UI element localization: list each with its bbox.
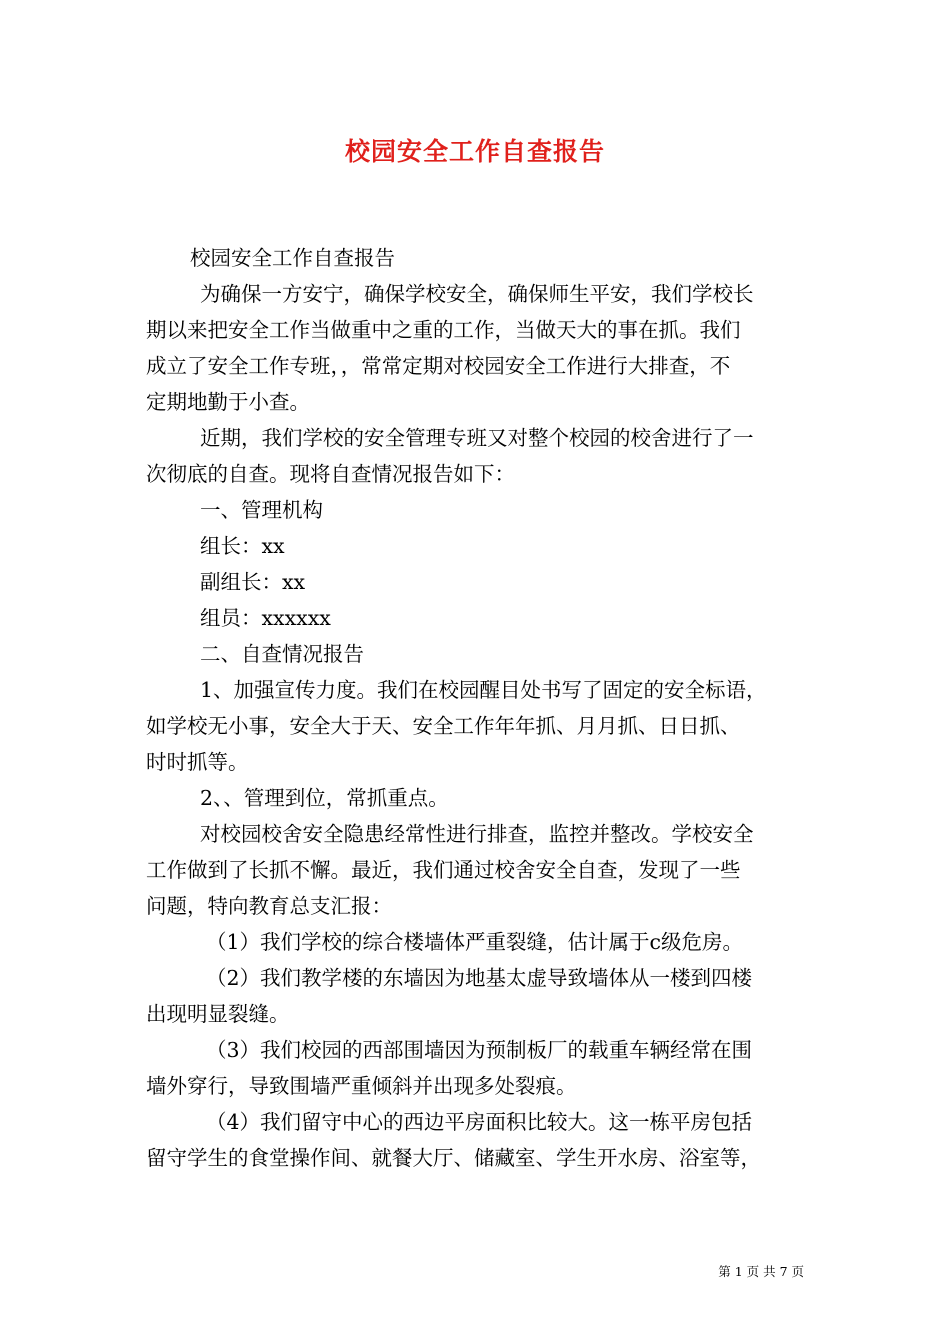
body-line: 组长：xx — [200, 534, 285, 558]
body-line: （1）我们学校的综合楼墙体严重裂缝，估计属于c级危房。 — [206, 930, 744, 954]
body-line: 为确保一方安宁，确保学校安全，确保师生平安，我们学校长 — [200, 282, 754, 306]
body-line: （4）我们留守中心的西边平房面积比较大。这一栋平房包括 — [206, 1110, 753, 1134]
body-line: 留守学生的食堂操作间、就餐大厅、储藏室、学生开水房、浴室等， — [146, 1146, 761, 1170]
body-line: 副组长：xx — [200, 570, 306, 594]
body-line: 对校园校舍安全隐患经常性进行排查，监控并整改。学校安全 — [200, 822, 754, 846]
body-line: 2、、管理到位，常抓重点。 — [200, 786, 449, 810]
body-line: 定期地勤于小查。 — [146, 390, 310, 414]
body-line: 墙外穿行，导致围墙严重倾斜并出现多处裂痕。 — [146, 1074, 577, 1098]
body-line: 如学校无小事，安全大于天、安全工作年年抓、月月抓、日日抓、 — [146, 714, 741, 738]
body-line: 近期，我们学校的安全管理专班又对整个校园的校舍进行了一 — [200, 426, 754, 450]
document-title: 校园安全工作自查报告 — [344, 137, 605, 166]
body-line: 期以来把安全工作当做重中之重的工作，当做天大的事在抓。我们 — [146, 318, 741, 342]
body-line: 1、加强宣传力度。我们在校园醒目处书写了固定的安全标语， — [200, 678, 767, 702]
document-body — [146, 240, 816, 1176]
body-line: 次彻底的自查。现将自查情况报告如下： — [146, 462, 515, 486]
body-line: （3）我们校园的西部围墙因为预制板厂的载重车辆经常在围 — [206, 1038, 753, 1062]
body-line: 工作做到了长抓不懈。最近，我们通过校舍安全自查，发现了一些 — [146, 858, 741, 882]
page-number-footer: 第 1 页 共 7 页 — [718, 1264, 804, 1279]
body-line: 校园安全工作自查报告 — [190, 246, 395, 270]
body-line: 组员：xxxxxx — [200, 606, 331, 630]
body-line: 问题，特向教育总支汇报： — [146, 894, 392, 918]
body-line: （2）我们教学楼的东墙因为地基太虚导致墙体从一楼到四楼 — [206, 966, 753, 990]
body-line: 一、管理机构 — [200, 498, 323, 522]
body-line: 成立了安全工作专班，，常常定期对校园安全工作进行大排查，不 — [146, 354, 731, 378]
body-line: 出现明显裂缝。 — [146, 1002, 290, 1026]
body-line: 时时抓等。 — [146, 750, 249, 774]
body-line: 二、自查情况报告 — [200, 642, 364, 666]
